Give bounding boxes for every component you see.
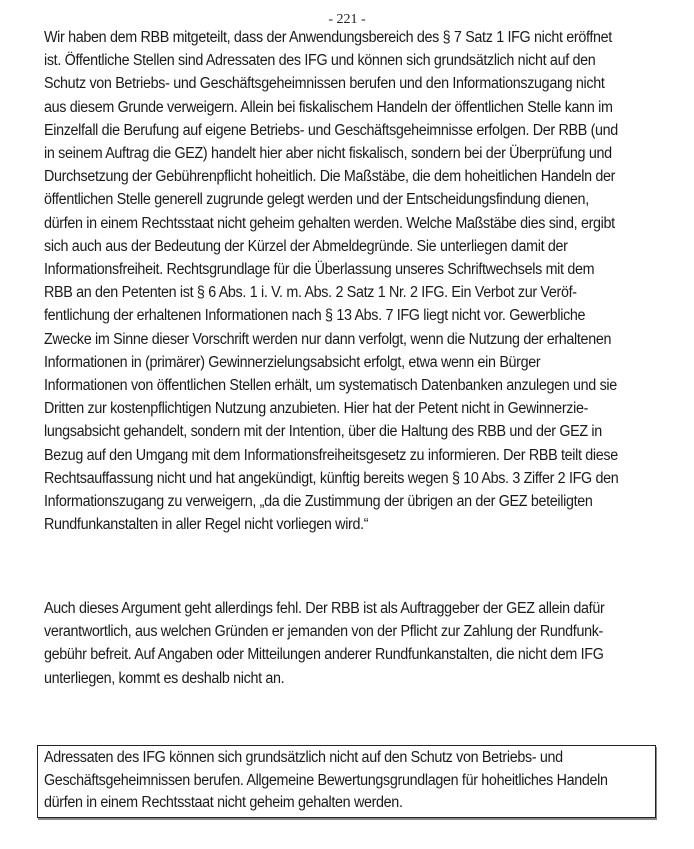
text-line: aus diesem Grunde verweigern. Allein bei fiskalischem Handeln der öffentlichen Stelle kann im bbox=[44, 98, 613, 116]
text-line: Informationen in (primärer) Gewinnerzielungsabsicht erfolgt, etwa wenn ein Bürger bbox=[44, 353, 541, 371]
text-line: Geschäftsgeheimnissen berufen. Allgemeine Bewertungsgrundlagen für hoheitliches Handeln bbox=[44, 771, 608, 789]
text-line: dürfen in einem Rechtsstaat nicht geheim gehalten werden. Welche Maßstäbe dies sind, ergibt bbox=[44, 214, 615, 232]
page-number: - 221 - bbox=[328, 12, 366, 27]
text-line: Adressaten des IFG können sich grundsätzlich nicht auf den Schutz von Betriebs- und bbox=[44, 749, 563, 766]
text-line: verantwortlich, aus welchen Gründen er jemanden von der Pflicht zur Zahlung der Rundfunk- bbox=[44, 623, 603, 641]
text-line: Dritten zur kostenpflichtigen Nutzung anzubieten. Hier hat der Petent nicht in Gewinnerzie- bbox=[44, 400, 589, 418]
summary-text bbox=[44, 747, 654, 815]
text-line: Durchsetzung der Gebührenpflicht hoheitlich. Die Maßstäbe, die dem hoheitlichen Handeln der bbox=[44, 168, 616, 186]
paragraph-ifg-scope bbox=[44, 26, 684, 536]
text-line: dürfen in einem Rechtsstaat nicht geheim gehalten werden. bbox=[44, 794, 403, 811]
text-line: Rechtsauffassung nicht und hat angekündigt, künftig bereits wegen § 10 Abs. 3 Ziffer 2 IFG den bbox=[44, 469, 619, 487]
text-line: Informationszugang zu verweigern, „da die Zustimmung der übrigen an der GEZ beteiligten bbox=[44, 493, 593, 511]
text-line: ist. Öffentliche Stellen sind Adressaten des IFG und können sich grundsätzlich nicht auf den bbox=[44, 52, 596, 70]
text-line: in seinem Auftrag die GEZ) handelt hier aber nicht fiskalisch, sondern bei der Überprüfung und bbox=[44, 145, 612, 163]
text-line: RBB an den Petenten ist § 6 Abs. 1 i. V. m. Abs. 2 Satz 1 Nr. 2 IFG. Ein Verbot zur Veröf- bbox=[44, 284, 577, 302]
summary-box bbox=[37, 745, 656, 818]
text-line: Auch dieses Argument geht allerdings fehl. Der RBB ist als Auftraggeber der GEZ allein dafür bbox=[44, 600, 605, 617]
text-line: Rundfunkanstalten in aller Regel nicht vorliegen wird.“ bbox=[44, 516, 369, 534]
text-line: gebühr befreit. Auf Angaben oder Mitteilungen anderer Rundfunkanstalten, die nicht dem IFG bbox=[44, 646, 604, 664]
text-line: Zwecke im Sinne dieser Vorschrift werden nur dann verfolgt, wenn die Nutzung der erhaltenen bbox=[44, 330, 612, 348]
text-line: unterliegen, kommt es deshalb nicht an. bbox=[44, 669, 285, 687]
text-line: öffentlichen Stelle generell zugrunde gelegt werden und der Entscheidungsfindung dienen, bbox=[44, 191, 589, 209]
text-line: lungsabsicht gehandelt, sondern mit der Intention, über die Haltung des RBB und der GEZ in bbox=[44, 423, 602, 441]
text-line: Informationsfreiheit. Rechtsgrundlage für die Überlassung unseres Schriftwechsels mit dem bbox=[44, 261, 595, 279]
text-line: Schutz von Betriebs- und Geschäftsgeheimnissen berufen und den Informationszugang nicht bbox=[44, 75, 605, 93]
paragraph-argument-rebuttal bbox=[44, 597, 684, 690]
text-line: Wir haben dem RBB mitgeteilt, dass der Anwendungsbereich des § 7 Satz 1 IFG nicht eröffnet bbox=[44, 29, 612, 46]
text-line: Bezug auf den Umgang mit dem Informationsfreiheitsgesetz zu informieren. Der RBB teilt diese bbox=[44, 446, 618, 464]
text-line: Informationen von öffentlichen Stellen erhält, um systematisch Datenbanken anzulegen und sie bbox=[44, 377, 617, 395]
text-line: fentlichung der erhaltenen Informationen nach § 13 Abs. 7 IFG liegt nicht vor. Gewerbliche bbox=[44, 307, 586, 325]
text-line: Einzelfall die Berufung auf eigene Betriebs- und Geschäftsgeheimnisse erfolgen. Der RBB (und bbox=[44, 121, 618, 139]
text-line: sich auch aus der Bedeutung der Kürzel der Abmeldegründe. Sie unterliegen damit der bbox=[44, 237, 568, 255]
